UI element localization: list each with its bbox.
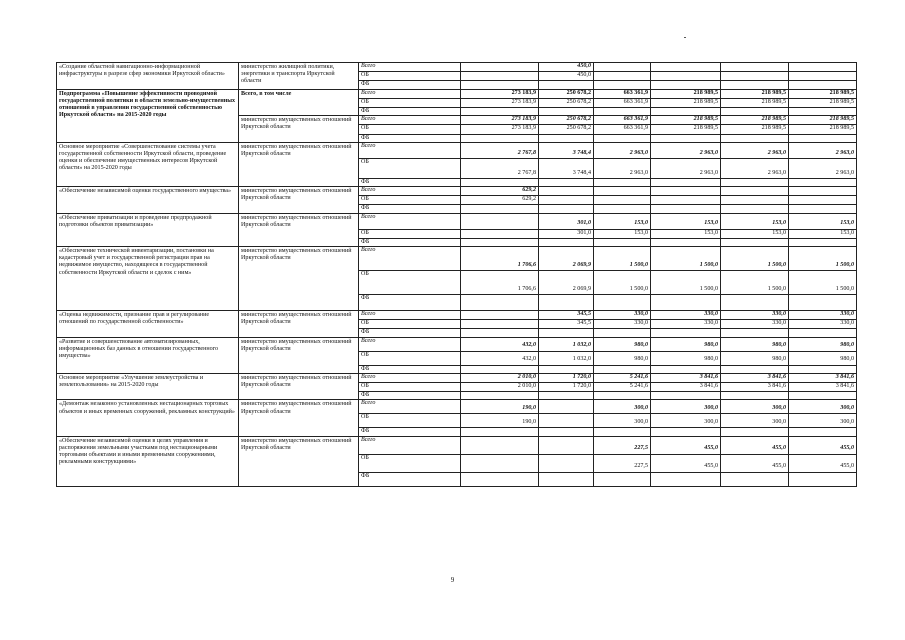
funding-source-cell: Всего <box>359 337 461 351</box>
amount-cell: 3 748,4 <box>539 158 594 178</box>
amount-cell: 300,0 <box>594 400 651 414</box>
amount-cell: 450,0 <box>539 63 594 72</box>
amount-cell: 2 963,0 <box>789 142 857 158</box>
amount-cell: 455,0 <box>789 454 857 472</box>
amount-cell <box>461 213 539 229</box>
table-row <box>57 142 857 158</box>
amount-cell <box>651 295 721 311</box>
measure-name-cell: «Развитие и совершенствование автоматизированных, информационных баз данных в отношении государственного имущества» <box>57 337 239 373</box>
amount-cell: 330,0 <box>594 311 651 320</box>
funding-source-cell: Всего <box>359 400 461 414</box>
funding-source-cell: Всего <box>359 213 461 229</box>
funding-source-cell: Всего <box>359 373 461 382</box>
amount-cell <box>461 472 539 486</box>
amount-cell <box>461 81 539 89</box>
funding-source-cell: ОБ <box>359 454 461 472</box>
amount-cell: 300,0 <box>789 400 857 414</box>
amount-cell <box>651 108 721 116</box>
funding-source-cell: Всего <box>359 311 461 320</box>
table-row <box>57 187 857 196</box>
amount-cell: 629,2 <box>461 196 539 205</box>
funding-source-cell: ОБ <box>359 72 461 81</box>
amount-cell <box>539 205 594 213</box>
amount-cell: 218 989,5 <box>789 98 857 107</box>
amount-cell <box>721 329 789 337</box>
amount-cell <box>461 229 539 238</box>
amount-cell: 1 500,0 <box>594 247 651 271</box>
amount-cell: 218 989,5 <box>651 89 721 98</box>
funding-source-cell: ОБ <box>359 383 461 392</box>
amount-cell: 153,0 <box>789 229 857 238</box>
amount-cell: 3 841,6 <box>789 383 857 392</box>
funding-source-cell: ОБ <box>359 196 461 205</box>
amount-cell: 250 678,2 <box>539 89 594 98</box>
measure-name-cell: «Обеспечение независимой оценки в целях управления и распоряжения земельными участками под нестационарными торговыми объектами и иными временными сооружениями, рекламными конструкциями» <box>57 436 239 486</box>
amount-cell <box>721 428 789 436</box>
amount-cell <box>789 72 857 81</box>
amount-cell <box>651 238 721 246</box>
funding-source-cell: Всего <box>359 63 461 72</box>
amount-cell: 190,0 <box>461 400 539 414</box>
amount-cell: 1 500,0 <box>789 247 857 271</box>
amount-cell <box>594 205 651 213</box>
funding-source-cell: ОБ <box>359 414 461 428</box>
responsible-cell: министерство имущественных отношений Иркутской области <box>239 311 359 338</box>
amount-cell: 1 500,0 <box>721 271 789 295</box>
amount-cell <box>461 329 539 337</box>
amount-cell: 2 963,0 <box>789 158 857 178</box>
page-number: 9 <box>450 576 455 584</box>
amount-cell <box>461 134 539 142</box>
amount-cell <box>461 178 539 186</box>
measure-name-cell: Основное мероприятие «Совершенствование системы учета государственной собственности Иркутской области, проведение оценки и обеспечение имущественных интересов Иркутской области» на 2015-2020 годы <box>57 142 239 186</box>
amount-cell: 250 678,2 <box>539 116 594 125</box>
amount-cell: 663 361,9 <box>594 125 651 134</box>
amount-cell: 301,0 <box>539 213 594 229</box>
amount-cell <box>594 63 651 72</box>
amount-cell <box>789 134 857 142</box>
amount-cell <box>594 81 651 89</box>
amount-cell: 3 841,6 <box>721 373 789 382</box>
amount-cell: 273 183,9 <box>461 98 539 107</box>
amount-cell: 218 989,5 <box>651 116 721 125</box>
amount-cell: 300,0 <box>651 414 721 428</box>
amount-cell: 980,0 <box>721 337 789 351</box>
responsible-cell: министерство имущественных отношений Иркутской области <box>239 436 359 486</box>
funding-source-cell: Всего <box>359 436 461 454</box>
table-row <box>57 63 857 72</box>
amount-cell: 330,0 <box>789 320 857 329</box>
amount-cell: 980,0 <box>651 337 721 351</box>
amount-cell <box>539 295 594 311</box>
amount-cell: 330,0 <box>789 311 857 320</box>
amount-cell: 218 989,5 <box>651 125 721 134</box>
amount-cell: 218 989,5 <box>789 116 857 125</box>
amount-cell <box>539 436 594 454</box>
amount-cell <box>721 134 789 142</box>
amount-cell: 300,0 <box>789 414 857 428</box>
amount-cell <box>789 81 857 89</box>
amount-cell: 1 500,0 <box>721 247 789 271</box>
amount-cell <box>721 108 789 116</box>
amount-cell <box>461 428 539 436</box>
amount-cell <box>651 72 721 81</box>
responsible-cell: Всего, в том числе <box>239 89 359 116</box>
amount-cell <box>789 205 857 213</box>
amount-cell <box>539 81 594 89</box>
amount-cell <box>789 392 857 400</box>
amount-cell: 218 989,5 <box>789 89 857 98</box>
amount-cell: 218 989,5 <box>721 125 789 134</box>
funding-source-cell: ФБ <box>359 295 461 311</box>
amount-cell <box>461 238 539 246</box>
amount-cell: 432,0 <box>461 351 539 365</box>
amount-cell: 153,0 <box>789 213 857 229</box>
amount-cell <box>789 238 857 246</box>
amount-cell <box>461 392 539 400</box>
amount-cell: 3 841,6 <box>789 373 857 382</box>
amount-cell: 330,0 <box>721 311 789 320</box>
amount-cell <box>789 108 857 116</box>
amount-cell <box>461 295 539 311</box>
amount-cell: 2 069,9 <box>539 247 594 271</box>
amount-cell <box>651 205 721 213</box>
amount-cell <box>721 238 789 246</box>
budget-table <box>56 62 857 487</box>
amount-cell <box>539 329 594 337</box>
amount-cell: 345,5 <box>539 311 594 320</box>
amount-cell: 330,0 <box>651 311 721 320</box>
funding-source-cell: ОБ <box>359 229 461 238</box>
amount-cell <box>594 295 651 311</box>
amount-cell <box>461 72 539 81</box>
amount-cell: 218 989,5 <box>721 116 789 125</box>
amount-cell <box>594 134 651 142</box>
amount-cell: 3 841,6 <box>651 373 721 382</box>
amount-cell <box>594 196 651 205</box>
amount-cell: 1 706,6 <box>461 271 539 295</box>
amount-cell: 2 767,8 <box>461 142 539 158</box>
amount-cell <box>789 196 857 205</box>
amount-cell <box>651 365 721 373</box>
amount-cell: 450,0 <box>539 72 594 81</box>
amount-cell: 455,0 <box>651 454 721 472</box>
amount-cell: 330,0 <box>721 320 789 329</box>
amount-cell <box>789 295 857 311</box>
measure-name-cell: «Создание областной навигационно-информационной инфраструктуры в разрезе сфер экономики Иркутской области» <box>57 63 239 90</box>
amount-cell <box>461 63 539 72</box>
amount-cell: 2 963,0 <box>721 158 789 178</box>
funding-source-cell: Всего <box>359 187 461 196</box>
funding-source-cell: ФБ <box>359 178 461 186</box>
amount-cell <box>539 238 594 246</box>
amount-cell: 2 963,0 <box>594 142 651 158</box>
amount-cell <box>651 187 721 196</box>
amount-cell: 432,0 <box>461 337 539 351</box>
amount-cell <box>789 472 857 486</box>
amount-cell <box>789 428 857 436</box>
amount-cell <box>594 428 651 436</box>
table-row <box>57 436 857 454</box>
table-row <box>57 247 857 271</box>
amount-cell <box>539 108 594 116</box>
amount-cell <box>789 329 857 337</box>
amount-cell: 2 963,0 <box>651 142 721 158</box>
amount-cell: 980,0 <box>721 351 789 365</box>
funding-source-cell: Всего <box>359 142 461 158</box>
amount-cell: 1 032,0 <box>539 351 594 365</box>
funding-source-cell: ФБ <box>359 238 461 246</box>
amount-cell: 1 500,0 <box>651 271 721 295</box>
amount-cell: 629,2 <box>461 187 539 196</box>
funding-source-cell: Всего <box>359 89 461 98</box>
amount-cell: 250 678,2 <box>539 125 594 134</box>
funding-source-cell: ОБ <box>359 158 461 178</box>
amount-cell <box>721 187 789 196</box>
measure-name-cell: «Обеспечение независимой оценки государственного имущества» <box>57 187 239 214</box>
scan-speck <box>684 37 686 38</box>
funding-source-cell: ФБ <box>359 472 461 486</box>
table-row <box>57 373 857 382</box>
responsible-cell: министерство имущественных отношений Иркутской области <box>239 187 359 214</box>
amount-cell: 1 032,0 <box>539 337 594 351</box>
amount-cell <box>721 365 789 373</box>
amount-cell: 1 720,0 <box>539 383 594 392</box>
amount-cell <box>789 63 857 72</box>
table-row <box>57 337 857 351</box>
funding-source-cell: ОБ <box>359 320 461 329</box>
amount-cell: 153,0 <box>721 229 789 238</box>
amount-cell: 1 720,0 <box>539 373 594 382</box>
funding-source-cell: ФБ <box>359 365 461 373</box>
funding-source-cell: ФБ <box>359 205 461 213</box>
amount-cell: 3 748,4 <box>539 142 594 158</box>
amount-cell <box>651 392 721 400</box>
amount-cell <box>539 392 594 400</box>
funding-source-cell: ФБ <box>359 329 461 337</box>
funding-source-cell: ФБ <box>359 428 461 436</box>
amount-cell: 980,0 <box>594 351 651 365</box>
amount-cell: 2 963,0 <box>651 158 721 178</box>
amount-cell <box>594 187 651 196</box>
amount-cell: 980,0 <box>789 337 857 351</box>
amount-cell: 1 706,6 <box>461 247 539 271</box>
amount-cell: 2 963,0 <box>594 158 651 178</box>
funding-source-cell: Всего <box>359 247 461 271</box>
amount-cell <box>651 196 721 205</box>
amount-cell: 345,5 <box>539 320 594 329</box>
funding-source-cell: ОБ <box>359 98 461 107</box>
amount-cell <box>594 365 651 373</box>
amount-cell <box>721 295 789 311</box>
amount-cell: 2 010,0 <box>461 383 539 392</box>
funding-source-cell: ФБ <box>359 392 461 400</box>
responsible-cell: министерство имущественных отношений Иркутской области <box>239 337 359 373</box>
amount-cell: 190,0 <box>461 414 539 428</box>
amount-cell <box>539 472 594 486</box>
amount-cell <box>721 178 789 186</box>
amount-cell <box>594 392 651 400</box>
responsible-cell: министерство имущественных отношений Иркутской области <box>239 247 359 311</box>
amount-cell <box>539 365 594 373</box>
amount-cell: 218 989,5 <box>651 98 721 107</box>
amount-cell: 5 241,6 <box>594 373 651 382</box>
amount-cell: 2 010,0 <box>461 373 539 382</box>
responsible-cell: министерство имущественных отношений Иркутской области <box>239 213 359 246</box>
amount-cell: 153,0 <box>721 213 789 229</box>
amount-cell: 153,0 <box>594 229 651 238</box>
amount-cell <box>789 187 857 196</box>
amount-cell <box>721 196 789 205</box>
amount-cell <box>651 63 721 72</box>
amount-cell: 300,0 <box>721 414 789 428</box>
amount-cell <box>594 72 651 81</box>
responsible-cell: министерство имущественных отношений Иркутской области <box>239 373 359 400</box>
table-row <box>57 89 857 98</box>
funding-source-cell: ОБ <box>359 125 461 134</box>
amount-cell <box>594 472 651 486</box>
funding-source-cell: Всего <box>359 116 461 125</box>
responsible-cell: министерство жилищной политики, энергетики и транспорта Иркутской области <box>239 63 359 90</box>
amount-cell: 1 500,0 <box>651 247 721 271</box>
amount-cell <box>539 454 594 472</box>
amount-cell: 3 841,6 <box>721 383 789 392</box>
amount-cell <box>651 428 721 436</box>
amount-cell: 2 069,9 <box>539 271 594 295</box>
amount-cell: 153,0 <box>651 213 721 229</box>
amount-cell <box>461 108 539 116</box>
amount-cell <box>721 392 789 400</box>
amount-cell: 5 241,6 <box>594 383 651 392</box>
amount-cell: 2 963,0 <box>721 142 789 158</box>
amount-cell <box>651 472 721 486</box>
amount-cell: 300,0 <box>651 400 721 414</box>
amount-cell <box>721 72 789 81</box>
amount-cell <box>721 472 789 486</box>
responsible-cell: министерство имущественных отношений Иркутской области <box>239 400 359 436</box>
responsible-cell: министерство имущественных отношений Иркутской области <box>239 116 359 143</box>
measure-name-cell: Основное мероприятие «Улучшение землеустройства и землепользования» на 2015-2020 годы <box>57 373 239 400</box>
funding-source-cell: ФБ <box>359 108 461 116</box>
amount-cell <box>651 81 721 89</box>
amount-cell <box>721 205 789 213</box>
funding-source-cell: ФБ <box>359 81 461 89</box>
amount-cell <box>539 187 594 196</box>
funding-source-cell: ОБ <box>359 271 461 295</box>
amount-cell: 273 183,9 <box>461 125 539 134</box>
amount-cell <box>539 400 594 414</box>
amount-cell: 330,0 <box>594 320 651 329</box>
amount-cell <box>461 320 539 329</box>
amount-cell: 455,0 <box>721 436 789 454</box>
amount-cell <box>539 178 594 186</box>
amount-cell: 153,0 <box>651 229 721 238</box>
table-row <box>57 400 857 414</box>
amount-cell <box>461 454 539 472</box>
amount-cell: 300,0 <box>594 414 651 428</box>
amount-cell: 1 500,0 <box>594 271 651 295</box>
measure-name-cell: «Обеспечение приватизации и проведение предпродажной подготовки объектов приватизации» <box>57 213 239 246</box>
amount-cell: 227,5 <box>594 454 651 472</box>
amount-cell: 300,0 <box>721 400 789 414</box>
amount-cell: 273 183,9 <box>461 89 539 98</box>
amount-cell <box>539 196 594 205</box>
amount-cell <box>651 134 721 142</box>
funding-source-cell: ОБ <box>359 351 461 365</box>
amount-cell: 980,0 <box>789 351 857 365</box>
amount-cell <box>539 134 594 142</box>
funding-source-cell: ФБ <box>359 134 461 142</box>
amount-cell: 273 183,9 <box>461 116 539 125</box>
measure-name-cell: Подпрограмма «Повышение эффективности проводимой государственной политики в области земельно-имущественных отношений в управлении государственной собственностью Иркутской области» на 2015-2020 годы <box>57 89 239 142</box>
amount-cell: 153,0 <box>594 213 651 229</box>
amount-cell <box>461 311 539 320</box>
measure-name-cell: «Оценка недвижимости, признание прав и регулирование отношений по государственной собственности» <box>57 311 239 338</box>
amount-cell: 3 841,6 <box>651 383 721 392</box>
amount-cell: 980,0 <box>594 337 651 351</box>
amount-cell <box>594 108 651 116</box>
amount-cell: 2 767,8 <box>461 158 539 178</box>
measure-name-cell: «Демонтаж незаконно установленных нестационарных торговых объектов и иных временных сооружений, рекламных конструкций» <box>57 400 239 436</box>
amount-cell: 1 500,0 <box>789 271 857 295</box>
amount-cell <box>539 428 594 436</box>
amount-cell <box>461 436 539 454</box>
amount-cell <box>651 329 721 337</box>
amount-cell <box>461 365 539 373</box>
table-row <box>57 311 857 320</box>
amount-cell <box>789 178 857 186</box>
amount-cell <box>651 178 721 186</box>
responsible-cell: министерство имущественных отношений Иркутской области <box>239 142 359 186</box>
amount-cell <box>594 238 651 246</box>
amount-cell <box>539 414 594 428</box>
amount-cell: 663 361,9 <box>594 89 651 98</box>
amount-cell <box>721 63 789 72</box>
amount-cell: 663 361,9 <box>594 116 651 125</box>
amount-cell: 980,0 <box>651 351 721 365</box>
amount-cell <box>594 329 651 337</box>
amount-cell: 218 989,5 <box>721 89 789 98</box>
amount-cell <box>721 81 789 89</box>
amount-cell <box>789 365 857 373</box>
table-row <box>57 213 857 229</box>
amount-cell: 218 989,5 <box>789 125 857 134</box>
amount-cell: 455,0 <box>789 436 857 454</box>
amount-cell: 330,0 <box>651 320 721 329</box>
amount-cell: 663 361,9 <box>594 98 651 107</box>
amount-cell: 301,0 <box>539 229 594 238</box>
amount-cell: 218 989,5 <box>721 98 789 107</box>
amount-cell: 250 678,2 <box>539 98 594 107</box>
amount-cell <box>461 205 539 213</box>
measure-name-cell: «Обеспечение технической инвентаризации, постановки на кадастровый учет и государственной регистрации прав на недвижимое имущество, находящееся в государственной собственности Иркутской области и сделок с ним» <box>57 247 239 311</box>
amount-cell <box>594 178 651 186</box>
amount-cell: 455,0 <box>651 436 721 454</box>
amount-cell: 227,5 <box>594 436 651 454</box>
amount-cell: 455,0 <box>721 454 789 472</box>
